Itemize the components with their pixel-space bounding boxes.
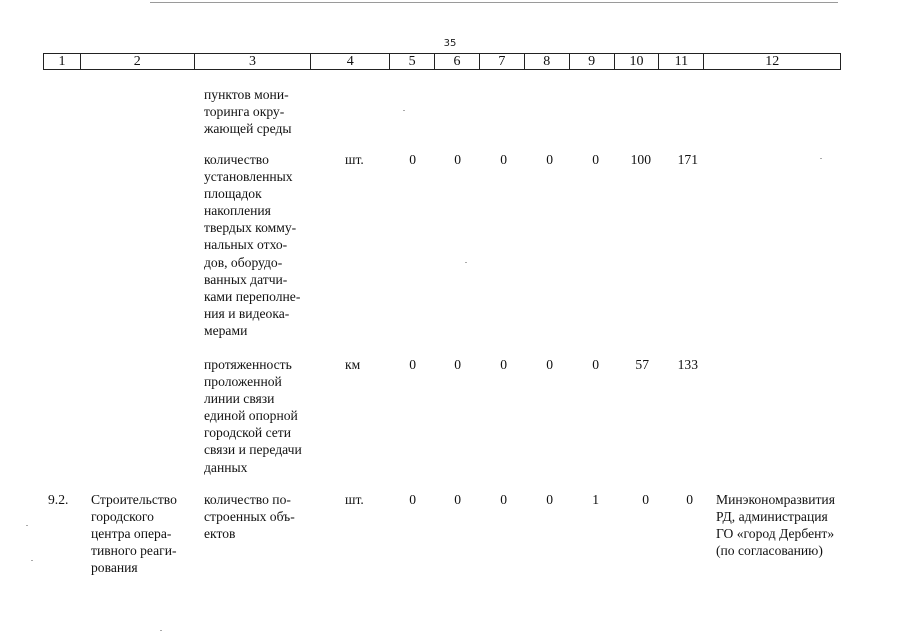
value-col-6: 0 bbox=[454, 492, 461, 507]
value-col-11: 133 bbox=[677, 357, 698, 372]
header-col-2: 2 bbox=[81, 54, 195, 69]
header-col-6: 6 bbox=[435, 54, 480, 69]
value-col-10: 100 bbox=[630, 152, 651, 167]
scan-speck bbox=[160, 630, 162, 631]
indicator-cell: количество установленных площадок накопления твердых комму- нальных отхо- дов, оборудо- ванных датчи- ками переполне- ния и видеока- мерами bbox=[204, 152, 301, 338]
header-col-1: 1 bbox=[44, 54, 81, 69]
scan-speck bbox=[31, 560, 33, 561]
value-col-11: 0 bbox=[686, 492, 693, 507]
value-col-8: 0 bbox=[546, 492, 553, 507]
scan-speck bbox=[26, 525, 28, 526]
header-col-10: 10 bbox=[615, 54, 660, 69]
value-col-5: 0 bbox=[409, 152, 416, 167]
unit-cell: шт. bbox=[345, 492, 364, 507]
value-col-7: 0 bbox=[500, 357, 507, 372]
header-col-12: 12 bbox=[765, 54, 780, 69]
header-col-9: 9 bbox=[570, 54, 615, 69]
value-col-5: 0 bbox=[409, 492, 416, 507]
value-col-9: 0 bbox=[592, 357, 599, 372]
scan-edge-line bbox=[150, 2, 838, 3]
value-col-10: 0 bbox=[642, 492, 649, 507]
scan-speck bbox=[403, 110, 405, 111]
row-number-cell: 9.2. bbox=[48, 492, 69, 507]
table-header-row bbox=[43, 53, 841, 70]
measure-name-cell: Строительство городского центра опера- тивного реаги- рования bbox=[91, 492, 177, 576]
value-col-8: 0 bbox=[546, 357, 553, 372]
page-number: 35 bbox=[443, 38, 457, 49]
value-col-5: 0 bbox=[409, 357, 416, 372]
executor-cell: Минэкономразвития РД, администрация ГО «город Дербент» (по согласованию) bbox=[716, 492, 835, 559]
unit-cell: км bbox=[345, 357, 361, 372]
header-col-7: 7 bbox=[480, 54, 525, 69]
value-col-9: 0 bbox=[592, 152, 599, 167]
header-col-3: 3 bbox=[195, 54, 312, 69]
header-col-4: 4 bbox=[311, 54, 390, 69]
value-col-6: 0 bbox=[454, 357, 461, 372]
value-col-6: 0 bbox=[454, 152, 461, 167]
header-col-5: 5 bbox=[390, 54, 435, 69]
scan-speck bbox=[465, 262, 467, 263]
value-col-10: 57 bbox=[635, 357, 649, 372]
value-col-8: 0 bbox=[546, 152, 553, 167]
indicator-cell: пунктов мони- торинга окру- жающей среды bbox=[204, 87, 292, 137]
value-col-11: 171 bbox=[677, 152, 698, 167]
value-col-7: 0 bbox=[500, 152, 507, 167]
indicator-cell: протяженность проложенной линии связи единой опорной городской сети связи и передачи данных bbox=[204, 357, 302, 475]
value-col-7: 0 bbox=[500, 492, 507, 507]
value-col-9: 1 bbox=[592, 492, 599, 507]
header-col-8: 8 bbox=[525, 54, 570, 69]
scan-speck bbox=[820, 158, 822, 159]
header-col-11: 11 bbox=[659, 54, 704, 69]
indicator-cell: количество по- строенных объ- ектов bbox=[204, 492, 295, 542]
unit-cell: шт. bbox=[345, 152, 364, 167]
